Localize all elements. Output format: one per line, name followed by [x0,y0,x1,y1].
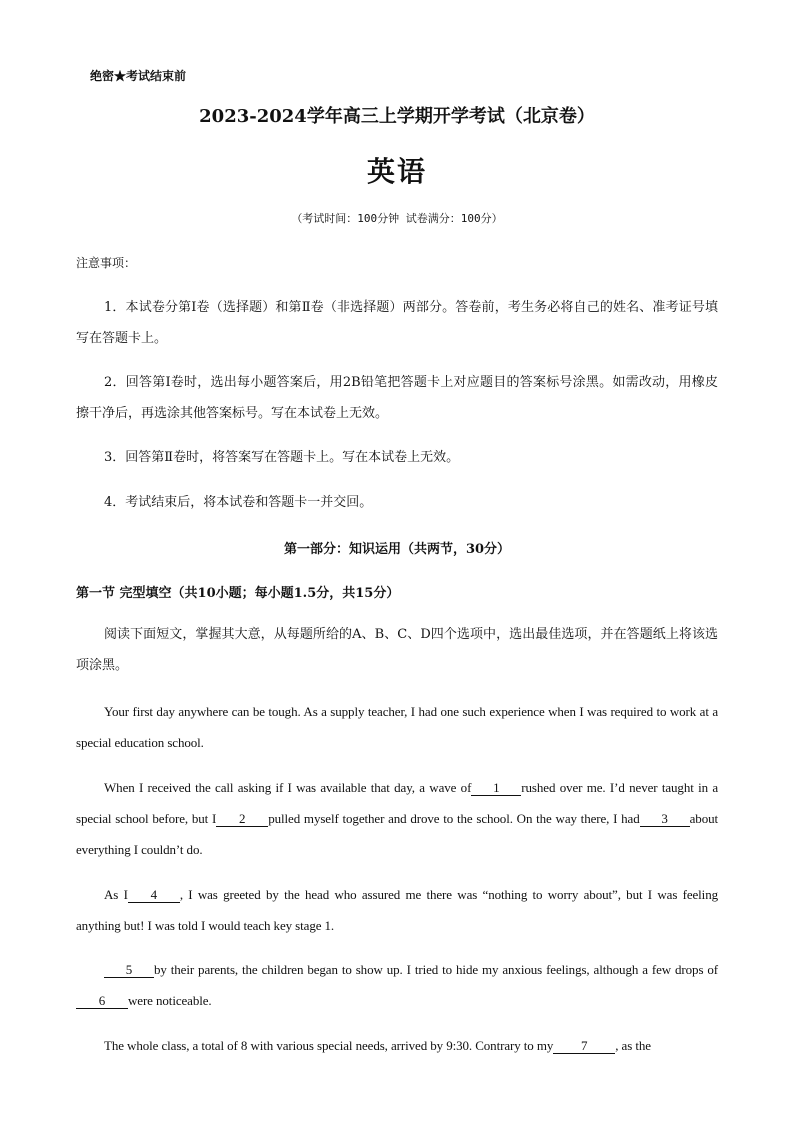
passage-paragraph-1: Your first day anywhere can be tough. As a supply teacher, I had one such experience when I was required to work at a special education school. [76,704,718,750]
passage-paragraph-4 [76,954,718,1016]
notice-item-1: 1．本试卷分第Ⅰ卷（选择题）和第Ⅱ卷（非选择题）两部分。答卷前，考生务必将自己的姓名、准考证号填写在答题卡上。 [76,300,718,346]
part-one-heading: 第一部分：知识运用（共两节，30分） [283,542,511,557]
blank-5: 5 [104,963,154,978]
passage-text: pulled myself together and drove to the school. On the way there, I had [268,811,640,826]
blank-2: 2 [216,812,268,827]
blank-3: 3 [640,812,690,827]
cloze-instruction: 阅读下面短文，掌握其大意，从每题所给的A、B、C、D四个选项中，选出最佳选项，并在答题纸上将该选项涂黑。 [76,627,718,673]
passage-paragraph-5 [76,1030,718,1061]
passage-text: The whole class, a total of 8 with various special needs, arrived by 9:30. Contrary to my [104,1038,554,1053]
passage-text: , as the [615,1038,651,1053]
passage-paragraph-2 [76,772,718,865]
passage-text: about everything I couldn’t do. [76,811,719,857]
notice-item-3: 3．回答第Ⅱ卷时，将答案写在答题卡上。写在本试卷上无效。 [104,450,460,465]
blank-1: 1 [471,781,521,796]
notice-heading: 注意事项： [76,256,137,270]
passage-paragraph-3 [76,879,718,941]
passage-text: , I was greeted by the head who assured me there was “nothing to worry about”, but I was feeling anything but! I was told I would teach key stage 1. [76,887,718,933]
notice-item-2: 2．回答第Ⅰ卷时，选出每小题答案后，用2B铅笔把答题卡上对应题目的答案标号涂黑。如需改动，用橡皮擦干净后，再选涂其他答案标号。写在本试卷上无效。 [76,375,718,421]
exam-title: 2023-2024学年高三上学期开学考试（北京卷） [199,106,595,127]
passage-text: were noticeable. [128,993,212,1008]
passage-text: As I [104,887,128,902]
passage-text: When I received the call asking if I was available that day, a wave of [104,780,472,795]
time-info: （考试时间：100分钟 试卷满分：100分） [291,212,503,225]
section-one-heading: 第一节 完型填空（共10小题；每小题1.5分，共15分） [76,586,400,601]
blank-4: 4 [128,888,180,903]
passage-text: by their parents, the children began to show up. I tried to hide my anxious feelings, although a few drops of [154,962,718,977]
subject-title: 英语 [366,155,427,188]
notice-item-4: 4．考试结束后，将本试卷和答题卡一并交回。 [104,495,373,510]
passage-text: rushed over me. I’d never taught in a special school before, but I [76,780,718,826]
blank-6: 6 [76,994,128,1009]
blank-7: 7 [553,1039,615,1054]
confidential-label: 绝密★考试结束前 [90,69,187,83]
